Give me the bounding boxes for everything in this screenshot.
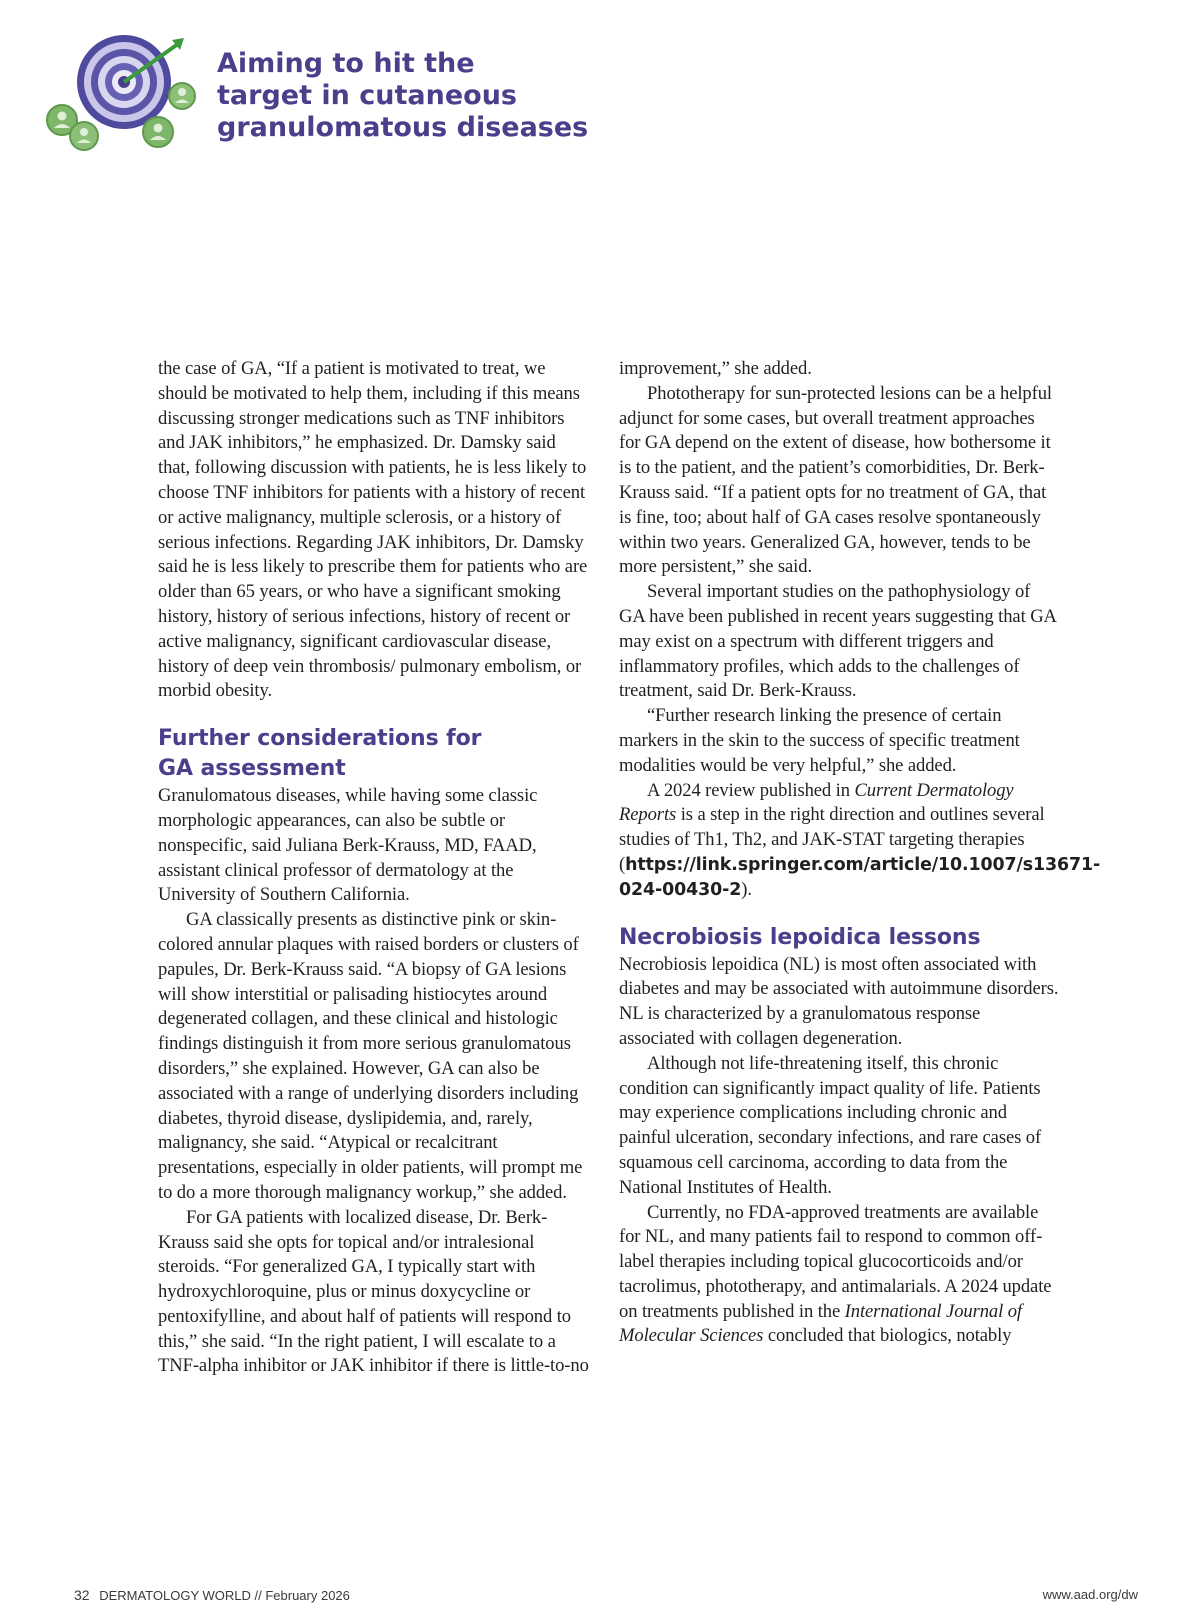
banner-title	[217, 48, 637, 144]
paragraph: Necrobiosis lepoidica (NL) is most often associated with diabetes and may be associated with autoimmune disorders. NL is characterized by a granulomatous response associated with collagen degeneration.	[619, 953, 1059, 1049]
text-run: A 2024 review published in	[647, 779, 855, 801]
paragraph: Granulomatous diseases, while having some classic morphologic appearances, can also be subtle or nonspecific, said Juliana Berk-Krauss, MD, FAAD, assistant clinical professor of dermatology at the University of Southern California.	[158, 785, 538, 906]
paragraph: Although not life-threatening itself, this chronic condition can significantly impact quality of life. Patients may experience complications including chronic and painful ulceration, secondary infections, and rare cases of squamous cell carcinoma, according to data from the National Institutes of Health.	[619, 1052, 1042, 1198]
footer-left	[74, 1587, 350, 1603]
journal-title: Current Dermatology Reports	[619, 779, 1014, 826]
left-column	[158, 357, 590, 1379]
banner	[40, 30, 740, 170]
paragraph: Phototherapy for sun-protected lesions can be a helpful adjunct for some cases, but overall treatment approaches for GA depend on the extent of disease, how bothersome it is to the patient, and the patient’s comorbidities, Dr. Berk-Krauss said. “If a patient opts for no treatment of GA, that is fine, too; about half of GA cases resolve spontaneously within two years. Generalized GA, however, tends to be more persistent,” she said.	[619, 382, 1052, 578]
banner-title-line: target in cutaneous	[217, 80, 517, 111]
text-run: concluded that biologics, notably	[763, 1325, 1012, 1347]
heading-line: GA assessment	[158, 756, 346, 782]
publication-info: DERMATOLOGY WORLD // February 2026	[99, 1588, 350, 1603]
banner-title-line: granulomatous diseases	[217, 112, 589, 143]
text-run: Currently, no FDA-approved treatments are available for NL, and many patients fail to respond to common off-label therapies including topical glucocorticoids and/or tacrolimus, phototherapy, and antimalarials. A 2024 update on treatments published in the	[619, 1201, 1052, 1322]
springer-link[interactable]: https://link.springer.com/article/10.1007/s13671-024-00430-2	[619, 854, 1101, 900]
journal-title: International Journal of Molecular Sciences	[619, 1300, 1022, 1347]
target-logo-icon	[40, 30, 220, 165]
paragraph: the case of GA, “If a patient is motivated to treat, we should be motivated to help them, including if this means discussing stronger medications such as TNF inhibitors and JAK inhibitors,” he emphasized. Dr. Damsky said that, following discussion with patients, he is less likely to choose TNF inhibitors for patients with a history of recent or active malignancy, multiple sclerosis, or a history of serious infections. Regarding JAK inhibitors, Dr. Damsky said he is less likely to prescribe them for patients who are older than 65 years, or who have a significant smoking history, history of serious infections, history of recent or active malignancy, significant cardiovascular disease, history of deep vein thrombosis/ pulmonary embolism, or morbid obesity.	[158, 358, 588, 702]
page-number: 32	[74, 1587, 90, 1603]
banner-title-line: Aiming to hit the	[217, 48, 475, 79]
section-heading-ga-assessment	[158, 724, 590, 784]
paragraph: Several important studies on the pathophysiology of GA have been published in recent years suggesting that GA may exist on a spectrum with different triggers and inflammatory profiles, which adds to the challenges of treatment, said Dr. Berk-Krauss.	[619, 581, 1056, 702]
text-run: is a step in the right direction and outlines several studies of Th1, Th2, and JAK-STAT targeting therapies (	[619, 804, 1045, 875]
paragraph: “Further research linking the presence of certain markers in the skin to the success of specific treatment modalities would be very helpful,” she added.	[619, 705, 1020, 776]
heading-line: Further considerations for	[158, 726, 482, 752]
paragraph: GA classically presents as distinctive pink or skin-colored annular plaques with raised borders or clusters of papules, Dr. Berk-Krauss said. “A biopsy of GA lesions will show interstitial or palisading histiocytes around degenerated collagen, and these clinical and histologic findings distinguish it from more serious granulomatous disorders,” she explained. However, GA can also be associated with a range of underlying disorders including diabetes, thyroid disease, dyslipidemia, and, rarely, malignancy, she said. “Atypical or recalcitrant presentations, especially in older patients, will prompt me to do a more thorough malignancy workup,” she added.	[158, 909, 583, 1203]
paragraph-update	[619, 1201, 1059, 1350]
paragraph-review	[619, 779, 1101, 903]
section-heading-necrobiosis: Necrobiosis lepoidica lessons	[619, 924, 981, 950]
right-column	[619, 357, 1101, 1349]
paragraph: For GA patients with localized disease, Dr. Berk-Krauss said she opts for topical and/or intralesional steroids. “For generalized GA, I typically start with hydroxychloroquine, plus or minus doxycycline or pentoxifylline, and about half of patients will respond to this,” she said. “In the right patient, I will escalate to a TNF-alpha inhibitor or JAK inhibitor if there is little-to-no	[158, 1206, 589, 1377]
paragraph: improvement,” she added.	[619, 358, 812, 379]
footer-url[interactable]: www.aad.org/dw	[1042, 1587, 1138, 1602]
text-run: ).	[741, 878, 752, 900]
